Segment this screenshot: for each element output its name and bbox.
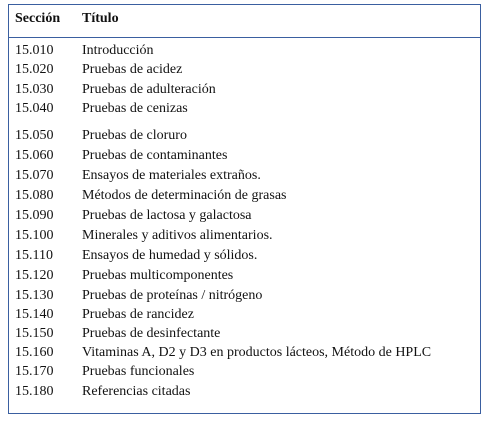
section-title: Pruebas de lactosa y galactosa xyxy=(82,208,252,223)
section-title: Introducción xyxy=(82,43,154,58)
section-number: 15.140 xyxy=(15,307,54,322)
table-row xyxy=(9,246,480,266)
table-row xyxy=(9,166,480,186)
column-header-title: Título xyxy=(82,11,119,26)
section-title: Pruebas funcionales xyxy=(82,364,195,379)
section-number: 15.160 xyxy=(15,345,54,360)
table-row xyxy=(9,186,480,206)
table-row xyxy=(9,266,480,286)
section-number: 15.090 xyxy=(15,208,54,223)
section-title: Ensayos de materiales extraños. xyxy=(82,168,261,183)
section-title: Ensayos de humedad y sólidos. xyxy=(82,248,258,263)
section-number: 15.010 xyxy=(15,43,54,58)
section-title: Referencias citadas xyxy=(82,384,191,399)
section-number: 15.130 xyxy=(15,288,54,303)
sections-table xyxy=(8,4,481,414)
table-row xyxy=(9,343,480,363)
section-title: Pruebas de cloruro xyxy=(82,128,187,143)
section-title: Pruebas multicomponentes xyxy=(82,268,234,283)
section-title: Minerales y aditivos alimentarios. xyxy=(82,228,273,243)
column-header-section: Sección xyxy=(15,11,61,26)
section-number: 15.020 xyxy=(15,62,54,77)
section-number: 15.170 xyxy=(15,364,54,379)
table-row xyxy=(9,41,480,61)
table-row xyxy=(9,226,480,246)
table-header xyxy=(9,5,480,38)
section-number: 15.040 xyxy=(15,101,54,116)
section-number: 15.100 xyxy=(15,228,54,243)
section-number: 15.070 xyxy=(15,168,54,183)
section-number: 15.150 xyxy=(15,326,54,341)
table-row xyxy=(9,382,480,402)
table-row xyxy=(9,286,480,306)
section-number: 15.080 xyxy=(15,188,54,203)
section-title: Pruebas de acidez xyxy=(82,62,183,77)
section-title: Pruebas de proteínas / nitrógeno xyxy=(82,288,263,303)
table-row xyxy=(9,80,480,100)
table-row xyxy=(9,362,480,382)
table-row xyxy=(9,60,480,80)
section-number: 15.120 xyxy=(15,268,54,283)
section-title: Pruebas de contaminantes xyxy=(82,148,228,163)
table-row xyxy=(9,146,480,166)
table-row xyxy=(9,126,480,146)
section-number: 15.180 xyxy=(15,384,54,399)
section-title: Pruebas de desinfectante xyxy=(82,326,221,341)
section-number: 15.050 xyxy=(15,128,54,143)
section-number: 15.060 xyxy=(15,148,54,163)
section-title: Pruebas de adulteración xyxy=(82,82,216,97)
table-row xyxy=(9,305,480,325)
section-title: Vitaminas A, D2 y D3 en productos lácteos, Método de HPLC xyxy=(82,345,432,360)
section-title: Métodos de determinación de grasas xyxy=(82,188,287,203)
table-row xyxy=(9,324,480,344)
table-row xyxy=(9,99,480,119)
section-title: Pruebas de cenizas xyxy=(82,101,188,116)
section-title: Pruebas de rancidez xyxy=(82,307,194,322)
section-number: 15.030 xyxy=(15,82,54,97)
section-number: 15.110 xyxy=(15,248,53,263)
table-row xyxy=(9,206,480,226)
